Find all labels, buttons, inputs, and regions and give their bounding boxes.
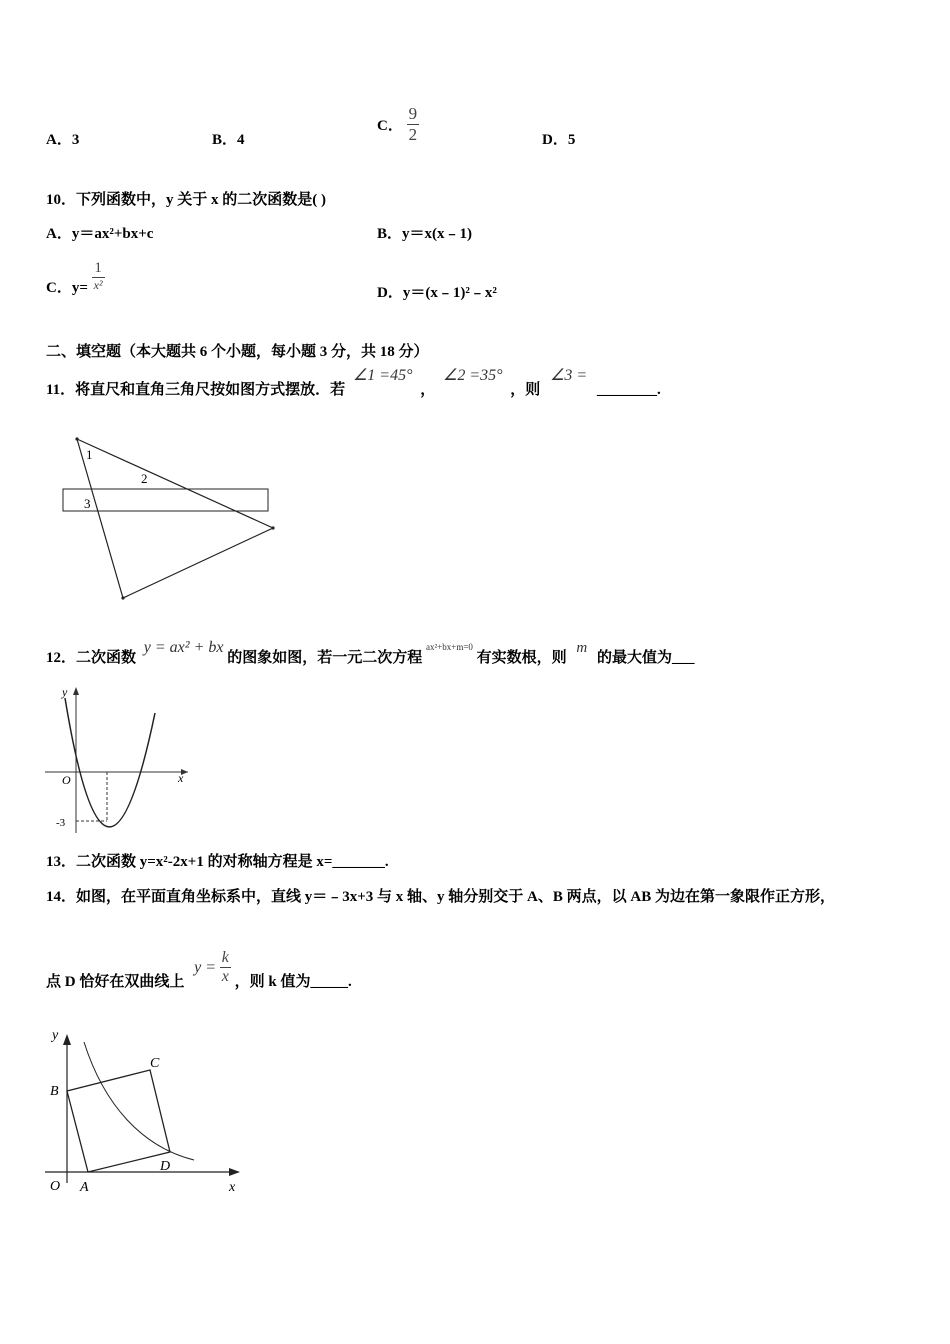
q11-angle3: ∠3 = (550, 367, 588, 384)
x-axis-arrow-icon (229, 1168, 240, 1176)
q12-stem (46, 636, 695, 666)
q10-stem: 10．下列函数中，y 关于 x 的二次函数是( ) (46, 192, 326, 208)
y-axis-arrow-icon (73, 687, 79, 695)
fraction-numerator: 1 (92, 260, 105, 278)
q11-stem (46, 364, 661, 398)
y-axis-label: y (52, 1028, 59, 1043)
q14-fraction (220, 949, 231, 986)
q12-prefix: 12．二次函数 (46, 650, 137, 666)
q10-option-c (46, 256, 105, 297)
q11-angle1: ∠1 =45° (352, 367, 413, 384)
y-axis-arrow-icon (63, 1034, 71, 1045)
q13-text: 13．二次函数 y=x²-2x+1 的对称轴方程是 x=_______. (46, 854, 389, 870)
section-heading: 二、填空题（本大题共 6 个小题，每小题 3 分，共 18 分） (46, 344, 429, 360)
q12-middle2: 有实数根，则 (476, 650, 567, 666)
triangle (77, 439, 273, 598)
q9-option-b: B．4 (212, 132, 245, 148)
q12-equation: ax²+bx+m=0 (425, 642, 473, 652)
q12-var: m (576, 640, 588, 656)
x-axis-label: x (229, 1180, 236, 1195)
q10-option-d: D．y＝(x﹣1)²﹣x² (377, 285, 497, 301)
ruler (63, 489, 268, 511)
q12-middle: 的图象如图，若一元二次方程 (227, 650, 423, 666)
q12-figure (40, 683, 195, 835)
q10-option-a: A．y＝ax²+bx+c (46, 226, 154, 242)
point-b-label: B (50, 1084, 59, 1099)
square-abcd (67, 1070, 170, 1172)
q11-angle2: ∠2 =35° (443, 367, 503, 384)
q11-blank: ________. (596, 382, 661, 398)
point-a-label: A (80, 1180, 89, 1195)
point-d-label: D (160, 1159, 171, 1174)
q9-option-d: D．5 (542, 132, 576, 148)
q11-then: ，则 (510, 382, 541, 398)
q9-option-c (377, 104, 419, 145)
origin-label: O (50, 1179, 61, 1194)
q12-suffix: 的最大值为___ (597, 650, 695, 666)
angle-label-2: 2 (141, 471, 148, 486)
q10-option-c-label: C．y= (46, 280, 88, 296)
hyperbola (84, 1042, 194, 1160)
q14-line2 (46, 944, 352, 991)
fraction-numerator: 9 (408, 104, 418, 123)
q11-prefix: 11．将直尺和直角三角尺按如图方式摆放．若 (46, 382, 346, 398)
angle-label-1: 1 (86, 447, 93, 462)
q14-line2-prefix: 点 D 恰好在双曲线上 (46, 974, 185, 990)
q11-figure (55, 432, 285, 607)
fraction-denominator: x (221, 968, 229, 985)
fraction-numerator: k (221, 949, 229, 966)
fraction-denominator: x² (93, 278, 103, 292)
q10-option-b: B．y＝x(x﹣1) (377, 226, 472, 242)
x-axis-label: x (178, 771, 184, 785)
vertex-dot (121, 596, 124, 599)
q9-option-c-label: C． (377, 118, 403, 134)
angle-label-3: 3 (84, 496, 91, 511)
q9-option-c-fraction (407, 104, 420, 145)
q10-option-c-fraction (92, 260, 105, 293)
q14-frac-lhs: y = (194, 958, 216, 976)
q14-line2-suffix: ，则 k 值为_____. (234, 974, 352, 990)
q11-sep: ， (420, 382, 436, 398)
q14-line1: 14．如图，在平面直角坐标系中，直线 y＝﹣3x+3 与 x 轴、y 轴分别交于 A、B 两点，以 AB 为边在第一象限作正方形， (46, 889, 835, 905)
min-value-label: -3 (56, 817, 66, 829)
q9-option-a: A．3 (46, 132, 80, 148)
y-axis-label: y (62, 685, 68, 699)
q12-formula: y = ax² + bx (143, 639, 224, 656)
point-c-label: C (150, 1056, 160, 1071)
fraction-denominator: 2 (408, 125, 418, 144)
q14-figure (42, 1025, 247, 1197)
origin-label: O (62, 773, 71, 787)
vertex-dot (271, 526, 274, 529)
parabola (65, 698, 155, 827)
vertex-dot (75, 437, 78, 440)
